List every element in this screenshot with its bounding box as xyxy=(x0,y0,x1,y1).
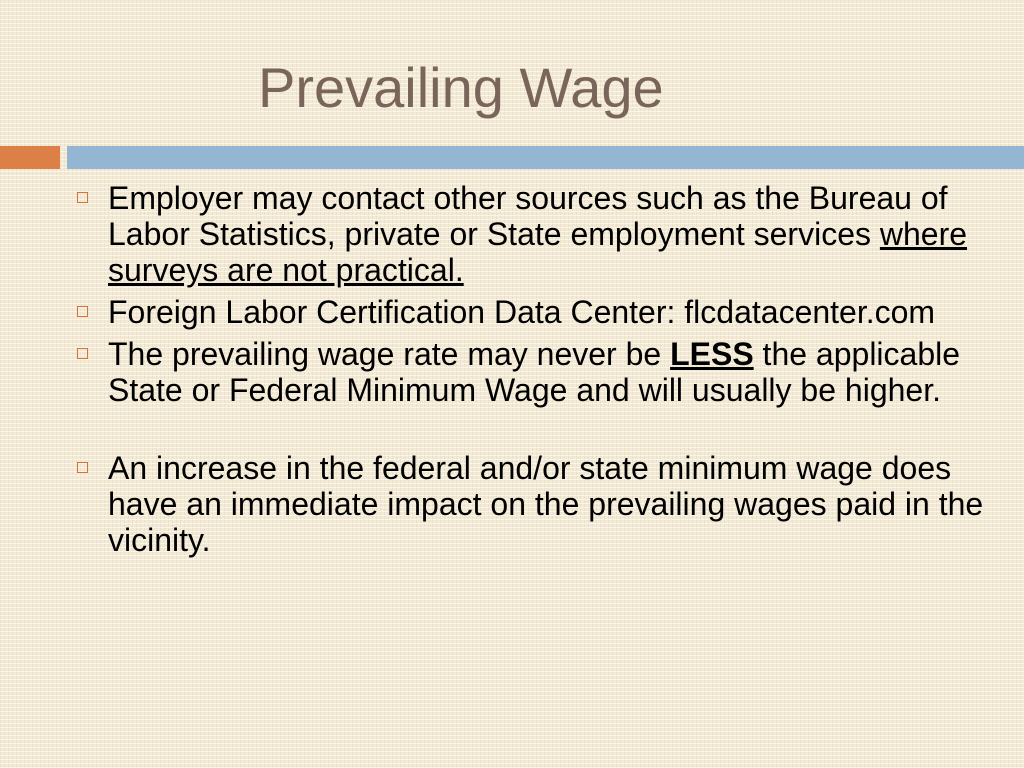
slide-title: Prevailing Wage xyxy=(258,56,664,119)
accent-bar-orange xyxy=(0,146,60,169)
accent-bar-blue xyxy=(67,146,1024,169)
hollow-square-bullet-icon xyxy=(77,306,88,317)
bullet-item xyxy=(60,180,1000,288)
bullet-text: Employer may contact other sources such as the Bureau of Labor Statistics, private or State employment services xyxy=(108,180,948,252)
hollow-square-bullet-icon xyxy=(77,462,88,473)
hollow-square-bullet-icon xyxy=(77,192,88,203)
bullet-list xyxy=(60,180,1000,558)
bullet-emphasis-text: LESS xyxy=(670,336,754,372)
bullet-text: An increase in the federal and/or state minimum wage does have an immediate impact on the prevailing wages paid in the vicinity. xyxy=(108,450,984,558)
bullet-text: the applicable State or Federal Minimum Wage and will usually be higher. xyxy=(108,336,961,408)
bullet-item xyxy=(60,450,1000,558)
bullet-item xyxy=(60,336,1000,408)
bullet-item xyxy=(60,294,1000,330)
bullet-text: Foreign Labor Certification Data Center: flcdatacenter.com xyxy=(108,294,936,330)
bullet-underlined-text: where surveys are not practical. xyxy=(108,216,968,288)
hollow-square-bullet-icon xyxy=(77,348,88,359)
bullet-text: The prevailing wage rate may never be xyxy=(108,336,671,372)
